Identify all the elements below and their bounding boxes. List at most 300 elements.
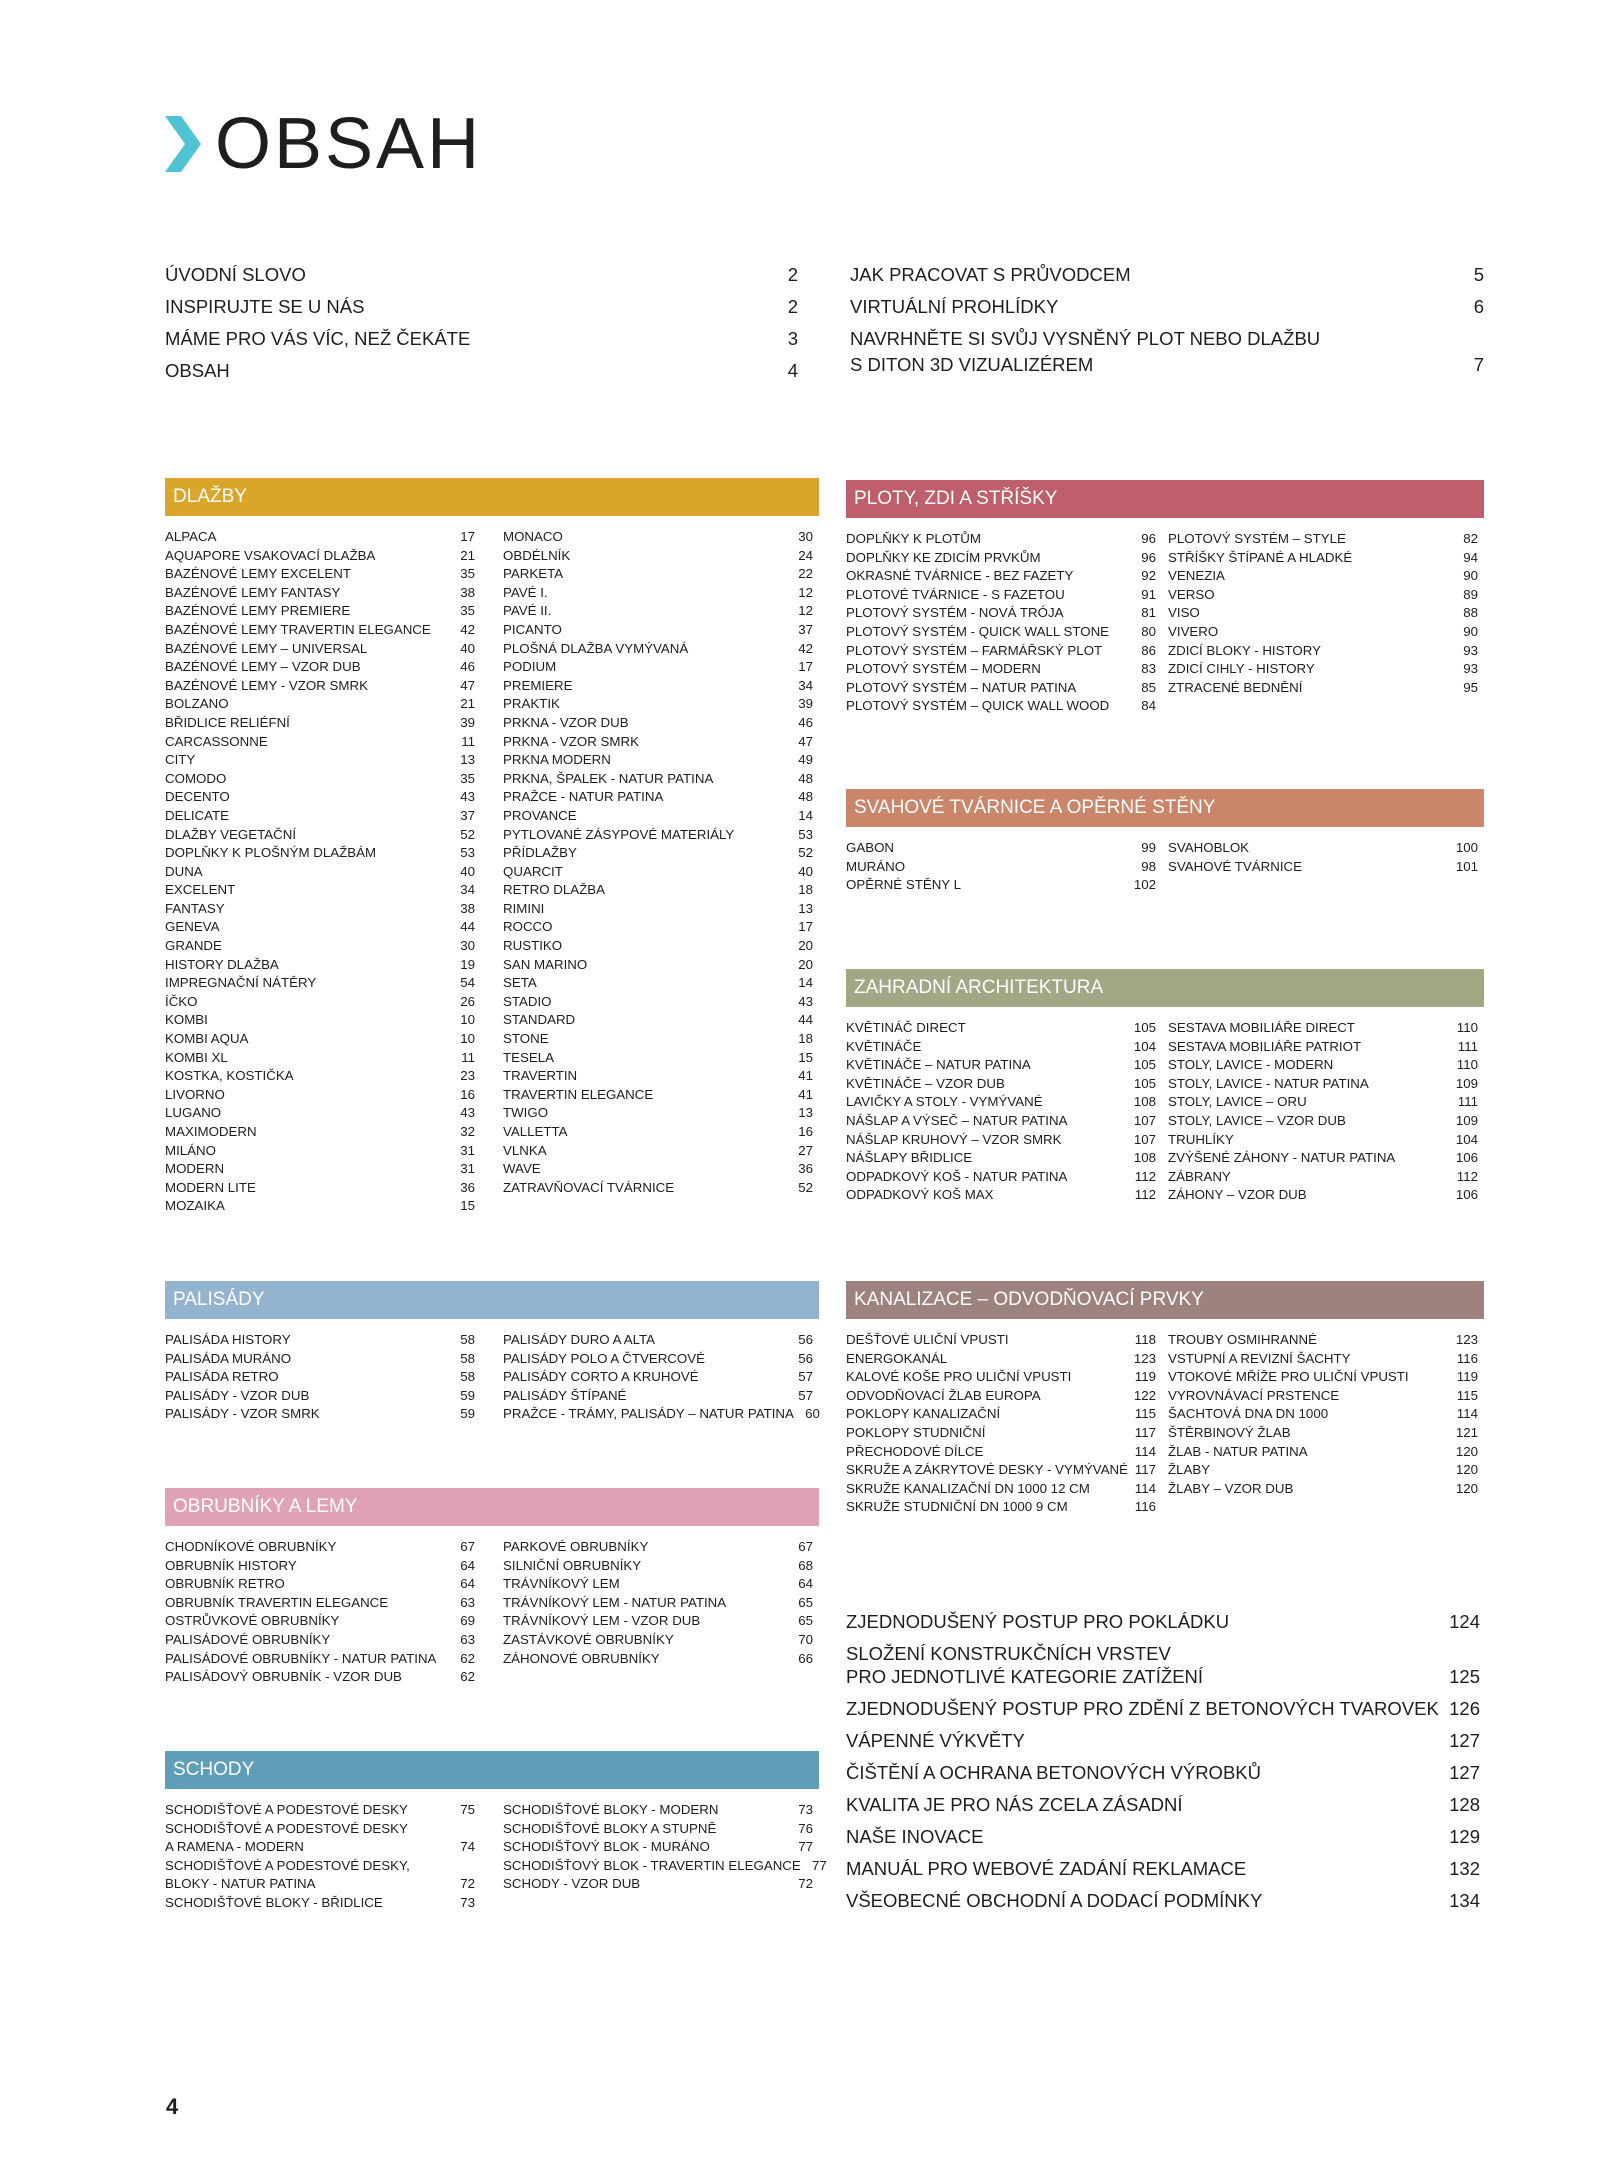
list-item[interactable] [503,1123,813,1142]
list-item-page: 90 [1463,568,1478,584]
list-item[interactable] [1168,1424,1478,1443]
toc-item[interactable] [846,1793,1480,1816]
list-item[interactable] [165,770,475,789]
list-item-page: 40 [798,863,813,879]
list-item[interactable] [165,1575,475,1594]
list-item-page: 73 [798,1802,813,1817]
list-item[interactable] [503,1331,813,1350]
list-item-name: PLOTOVÝ SYSTÉM – QUICK WALL WOOD [846,698,1110,714]
list-item[interactable] [846,1093,1156,1112]
list-item[interactable] [165,1086,475,1105]
list-item-name: ZASTÁVKOVÉ OBRUBNÍKY [503,1631,674,1647]
list-item-page: 10 [460,1031,475,1047]
list-item[interactable] [165,1557,475,1576]
section-entries [165,1331,819,1424]
list-item-page: 66 [798,1650,813,1666]
list-item[interactable] [503,1557,813,1576]
toc-item-label: JAK PRACOVAT S PRŮVODCEM [850,264,1131,285]
list-item-name: PRKNA - VZOR DUB [503,714,629,730]
list-item[interactable] [165,1331,475,1350]
list-item-page: 64 [798,1576,813,1592]
list-item[interactable] [165,956,475,975]
list-item[interactable] [503,881,813,900]
list-item[interactable] [1168,679,1478,698]
list-item[interactable] [1168,1019,1478,1038]
list-item-name: PRAŽCE - NATUR PATINA [503,789,664,805]
list-item-name: DLAŽBY VEGETAČNÍ [165,826,297,842]
list-item-page: 44 [460,919,475,935]
list-item[interactable] [846,1350,1156,1369]
list-item[interactable] [846,1149,1156,1168]
list-item[interactable] [503,956,813,975]
list-item[interactable] [1168,1149,1478,1168]
list-item[interactable] [1168,1168,1478,1187]
list-item[interactable] [503,1104,813,1123]
list-item[interactable] [1168,1038,1478,1057]
list-item[interactable] [165,1067,475,1086]
list-item-page: 109 [1455,1112,1478,1128]
list-item[interactable] [1168,1461,1478,1480]
list-item[interactable] [503,1142,813,1161]
list-item[interactable] [165,1538,475,1557]
list-item[interactable] [846,1480,1156,1499]
list-item[interactable] [165,844,475,863]
list-item-page: 74 [460,1839,475,1855]
list-item[interactable] [1168,642,1478,661]
list-item[interactable] [503,1067,813,1086]
list-item[interactable] [846,530,1156,549]
list-item-page: 13 [798,900,813,916]
list-item[interactable] [846,1186,1156,1205]
list-item-page: 38 [460,900,475,916]
list-item[interactable] [503,547,813,566]
list-item[interactable] [846,623,1156,642]
list-item-page: 69 [460,1613,475,1629]
list-item[interactable] [165,1612,475,1631]
list-item[interactable] [846,642,1156,661]
list-item[interactable] [503,918,813,937]
list-item[interactable] [503,1011,813,1030]
list-item[interactable] [846,1498,1156,1517]
list-item[interactable] [1168,1093,1478,1112]
list-item[interactable] [503,640,813,659]
toc-item[interactable] [165,358,798,384]
list-item[interactable] [503,826,813,845]
list-item[interactable] [165,863,475,882]
list-item[interactable] [165,1049,475,1068]
toc-item[interactable] [846,1697,1480,1720]
toc-item[interactable] [846,1642,1480,1688]
toc-item[interactable] [846,1761,1480,1784]
list-item[interactable] [165,528,475,547]
list-item-page: 18 [798,1031,813,1047]
list-item[interactable] [165,826,475,845]
list-item[interactable] [165,621,475,640]
list-item-name: TRAVERTIN [503,1068,578,1084]
toc-item[interactable] [165,294,798,320]
list-item[interactable] [503,770,813,789]
section-header: SVAHOVÉ TVÁRNICE A OPĚRNÉ STĚNY [846,789,1484,827]
list-item-name: NÁŠLAP KRUHOVÝ – VZOR SMRK [846,1131,1062,1147]
list-item[interactable] [503,1049,813,1068]
list-item[interactable] [503,602,813,621]
list-item-name: LAVIČKY A STOLY - VYMÝVANÉ [846,1094,1043,1110]
list-item[interactable] [503,937,813,956]
list-item[interactable] [165,1668,475,1687]
list-item[interactable] [846,1019,1156,1038]
list-item[interactable] [165,1594,475,1613]
list-item[interactable] [846,660,1156,679]
list-item[interactable] [165,1104,475,1123]
list-item[interactable] [503,714,813,733]
list-item[interactable] [1168,1350,1478,1369]
list-item-name: PREMIERE [503,677,573,693]
list-item-name: ZÁHONOVÉ OBRUBNÍKY [503,1650,660,1666]
toc-item[interactable] [846,1889,1480,1912]
list-item[interactable] [165,1820,475,1839]
list-item-name: ŠACHTOVÁ DNA DN 1000 [1168,1406,1329,1422]
list-item-name: PALISÁDY CORTO A KRUHOVÉ [503,1369,699,1385]
list-item[interactable] [503,788,813,807]
list-item[interactable] [846,1368,1156,1387]
section-header: PLOTY, ZDI A STŘÍŠKY [846,480,1484,518]
list-item-name: MONACO [503,529,563,544]
list-item-page: 107 [1133,1112,1156,1128]
list-item[interactable] [165,714,475,733]
list-item[interactable] [1168,567,1478,586]
list-item[interactable] [1168,623,1478,642]
toc-item[interactable] [850,294,1484,320]
list-item[interactable] [1168,1368,1478,1387]
list-item-name: CITY [165,752,196,768]
list-item[interactable] [165,584,475,603]
toc-item-page: 134 [1449,1890,1480,1911]
list-item-name: BAZÉNOVÉ LEMY – VZOR DUB [165,659,361,675]
section-svahove [846,789,1484,895]
list-item-page: 68 [798,1557,813,1573]
list-item-name: PLOTOVÉ TVÁRNICE - S FAZETOU [846,586,1065,602]
list-item[interactable] [503,1820,813,1839]
list-item[interactable] [503,863,813,882]
list-item-name: SCHODY - VZOR DUB [503,1876,641,1892]
list-item[interactable] [846,1405,1156,1424]
list-item[interactable] [165,751,475,770]
list-item[interactable] [165,1142,475,1161]
list-item-page: 110 [1456,1057,1478,1073]
toc-item[interactable] [846,1857,1480,1880]
list-item[interactable] [165,1894,475,1913]
list-item[interactable] [503,1387,813,1406]
list-item[interactable] [165,602,475,621]
list-item-name: PLOTOVÝ SYSTÉM – FARMÁŘSKÝ PLOT [846,642,1103,658]
list-item-name: PLOTOVÝ SYSTÉM - QUICK WALL STONE [846,623,1110,639]
list-item[interactable] [846,1443,1156,1462]
list-item[interactable] [165,974,475,993]
list-item[interactable] [503,565,813,584]
list-item[interactable] [503,1086,813,1105]
list-item-name: DOPLŇKY KE ZDICÍM PRVKŮM [846,549,1041,565]
toc-item[interactable] [850,326,1484,378]
list-item[interactable] [503,844,813,863]
list-item[interactable] [846,839,1156,858]
list-item-page: 105 [1133,1057,1156,1073]
list-item[interactable] [503,1612,813,1631]
toc-item-label: NAŠE INOVACE [846,1826,984,1847]
list-item-name: SCHODIŠŤOVÉ BLOKY - BŘIDLICE [165,1894,383,1910]
list-item[interactable] [503,528,813,547]
list-item[interactable] [1168,1331,1478,1350]
list-item-name: MILÁNO [165,1142,216,1158]
list-item[interactable] [1168,530,1478,549]
list-item[interactable] [165,1350,475,1369]
list-item[interactable] [165,881,475,900]
list-item-name: PAVÉ II. [503,603,552,619]
list-item[interactable] [846,1075,1156,1094]
list-item[interactable] [165,1875,475,1894]
list-item[interactable] [165,937,475,956]
toc-item[interactable] [850,262,1484,288]
list-item[interactable] [165,1197,475,1216]
list-item[interactable] [846,1331,1156,1350]
list-item[interactable] [503,1350,813,1369]
list-item[interactable] [846,586,1156,605]
list-item-name: AQUAPORE VSAKOVACÍ DLAŽBA [165,547,376,563]
list-item[interactable] [503,1538,813,1557]
list-item[interactable] [165,900,475,919]
list-item[interactable] [1168,586,1478,605]
list-item[interactable] [503,1650,813,1669]
list-item[interactable] [503,1631,813,1650]
list-item[interactable] [503,751,813,770]
list-item-name: PRKNA MODERN [503,752,611,768]
list-item[interactable] [165,1011,475,1030]
list-item-page: 114 [1134,1443,1156,1459]
list-item[interactable] [165,1368,475,1387]
list-item[interactable] [165,788,475,807]
list-item-name: SCHODIŠŤOVÉ BLOKY - MODERN [503,1802,719,1817]
list-item-name: SESTAVA MOBILIÁŘE PATRIOT [1168,1038,1362,1054]
list-item[interactable] [846,1112,1156,1131]
list-item-name: RETRO DLAŽBA [503,882,605,898]
list-item-page: 39 [798,696,813,712]
list-item-page: 30 [798,529,813,544]
list-item-name: BAZÉNOVÉ LEMY - VZOR SMRK [165,677,368,693]
list-item[interactable] [846,567,1156,586]
list-item[interactable] [503,658,813,677]
list-item[interactable] [503,1160,813,1179]
list-item[interactable] [503,1838,813,1857]
list-item-page: 15 [798,1049,813,1065]
list-item-name: FANTASY [165,900,225,916]
list-item[interactable] [1168,1387,1478,1406]
list-item-name: DUNA [165,863,203,879]
chevron-right-icon [165,116,201,172]
list-item[interactable] [165,695,475,714]
list-item[interactable] [165,1857,475,1876]
list-item[interactable] [165,1631,475,1650]
toc-item-page: 4 [787,360,798,381]
list-item[interactable] [503,695,813,714]
page-title: OBSAH [215,104,483,184]
list-item-name: OSTRŮVKOVÉ OBRUBNÍKY [165,1613,340,1629]
list-item[interactable] [1168,1131,1478,1150]
list-item[interactable] [503,1368,813,1387]
list-item[interactable] [165,677,475,696]
list-item[interactable] [165,918,475,937]
list-item-page: 123 [1133,1350,1156,1366]
list-item-name: TRÁVNÍKOVÝ LEM - NATUR PATINA [503,1594,727,1610]
list-item-name: SETA [503,975,537,991]
list-item[interactable] [503,993,813,1012]
list-item[interactable] [165,547,475,566]
list-item-name: SKRUŽE KANALIZAČNÍ DN 1000 12 CM [846,1480,1090,1496]
list-item[interactable] [1168,604,1478,623]
list-item[interactable] [1168,1056,1478,1075]
list-item-name: SVAHOBLOK [1168,840,1250,855]
list-item-name: SCHODIŠŤOVÉ A PODESTOVÉ DESKY [165,1802,408,1817]
list-item[interactable] [503,621,813,640]
list-item-name: ZTRACENÉ BEDNĚNÍ [1168,679,1303,695]
toc-item[interactable] [165,326,798,352]
list-item[interactable] [165,733,475,752]
intro-toc-right [850,262,1484,384]
list-item-page: 90 [1463,623,1478,639]
list-item[interactable] [503,1594,813,1613]
list-item[interactable] [503,1405,820,1424]
list-item[interactable] [165,1650,475,1669]
list-item[interactable] [165,993,475,1012]
list-item-name: MOZAIKA [165,1198,225,1214]
list-item[interactable] [503,1875,813,1894]
toc-item[interactable] [846,1825,1480,1848]
list-item[interactable] [503,1575,813,1594]
list-item[interactable] [846,1131,1156,1150]
list-item[interactable] [846,1056,1156,1075]
list-item[interactable] [165,640,475,659]
list-item[interactable] [165,1801,475,1820]
list-item[interactable] [1168,549,1478,568]
list-item-name: DOPLŇKY K PLOŠNÝM DLAŽBÁM [165,845,377,861]
list-item[interactable] [846,1424,1156,1443]
list-item-page: 100 [1455,840,1478,855]
list-item-page: 67 [460,1539,475,1554]
list-item[interactable] [1168,1443,1478,1462]
list-item[interactable] [846,1168,1156,1187]
list-item[interactable] [165,807,475,826]
list-item[interactable] [1168,1480,1478,1499]
section-column [1168,1019,1478,1205]
list-item-name: ZÁHONY – VZOR DUB [1168,1187,1307,1203]
list-item[interactable] [503,974,813,993]
list-item[interactable] [503,1030,813,1049]
list-item-name: PALISÁDOVÉ OBRUBNÍKY [165,1631,331,1647]
list-item[interactable] [503,677,813,696]
list-item[interactable] [503,584,813,603]
list-item[interactable] [503,807,813,826]
section-column [1168,1331,1478,1517]
list-item-page: 15 [460,1198,475,1214]
list-item[interactable] [165,1030,475,1049]
list-item-page: 106 [1455,1150,1478,1166]
list-item-name: CARCASSONNE [165,733,268,749]
section-column [503,1331,820,1424]
list-item-name: STOLY, LAVICE - MODERN [1168,1057,1334,1073]
list-item[interactable] [165,658,475,677]
list-item-page: 47 [798,733,813,749]
list-item-name: STADIO [503,993,552,1009]
list-item[interactable] [503,733,813,752]
toc-item[interactable] [165,262,798,288]
list-item[interactable] [165,1179,475,1198]
list-item[interactable] [1168,839,1478,858]
toc-item-label: MANUÁL PRO WEBOVÉ ZADÁNÍ REKLAMACE [846,1858,1247,1879]
list-item[interactable] [503,1801,813,1820]
list-item[interactable] [165,1405,475,1424]
list-item[interactable] [846,1038,1156,1057]
list-item-page: 119 [1134,1369,1156,1385]
section-entries [846,839,1484,895]
list-item-name: TRAVERTIN ELEGANCE [503,1086,654,1102]
list-item-page: 58 [460,1369,475,1385]
list-item[interactable] [1168,1112,1478,1131]
list-item[interactable] [165,1387,475,1406]
list-item[interactable] [846,858,1156,877]
list-item[interactable] [503,1857,827,1876]
list-item[interactable] [1168,1075,1478,1094]
list-item-name: PLOŠNÁ DLAŽBA VYMÝVANÁ [503,640,689,656]
list-item-page: 54 [460,975,475,991]
list-item[interactable] [1168,1405,1478,1424]
list-item[interactable] [846,604,1156,623]
list-item-page: 57 [798,1387,813,1403]
list-item[interactable] [846,1461,1156,1480]
list-item[interactable] [1168,858,1478,877]
list-item[interactable] [165,1123,475,1142]
list-item[interactable] [1168,660,1478,679]
toc-item-page: 2 [787,264,798,285]
toc-item-page: 6 [1473,296,1484,317]
list-item-page: 96 [1141,549,1156,565]
list-item-name: PLOTOVÝ SYSTÉM – NATUR PATINA [846,679,1077,695]
toc-item[interactable] [846,1610,1480,1633]
list-item-name: ODPADKOVÝ KOŠ - NATUR PATINA [846,1168,1068,1184]
list-item[interactable] [846,697,1156,716]
list-item[interactable] [503,900,813,919]
list-item-page: 20 [798,956,813,972]
list-item[interactable] [846,876,1156,895]
list-item-page: 122 [1133,1387,1156,1403]
list-item[interactable] [165,565,475,584]
list-item-page: 27 [798,1142,813,1158]
list-item[interactable] [165,1838,475,1857]
list-item[interactable] [165,1160,475,1179]
list-item-name: OBRUBNÍK RETRO [165,1576,285,1592]
list-item[interactable] [846,679,1156,698]
list-item-page: 59 [460,1387,475,1403]
list-item[interactable] [846,1387,1156,1406]
list-item-page: 86 [1141,642,1156,658]
list-item-name: KVĚTINÁČE – VZOR DUB [846,1075,1005,1091]
toc-item[interactable] [846,1729,1480,1752]
section-header: OBRUBNÍKY A LEMY [165,1488,819,1526]
list-item-name: MAXIMODERN [165,1124,257,1139]
list-item[interactable] [1168,1186,1478,1205]
list-item-page: 77 [811,1857,827,1873]
list-item-name: PALISÁDA RETRO [165,1369,279,1385]
list-item[interactable] [846,549,1156,568]
section-entries [165,1538,819,1687]
list-item[interactable] [503,1179,813,1198]
